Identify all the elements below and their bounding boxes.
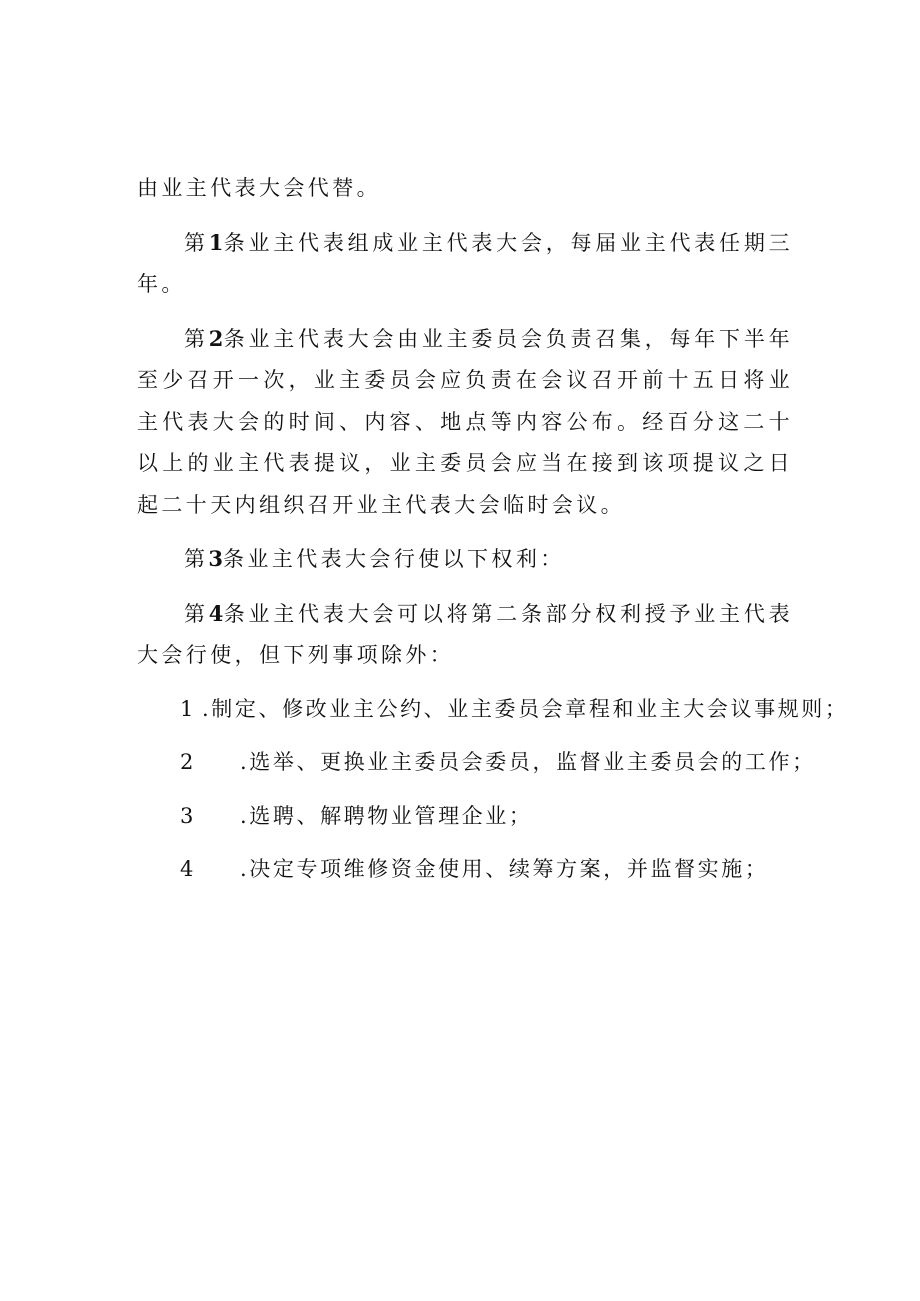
list-item-3 bbox=[137, 796, 793, 838]
article-4-text: 条业主代表大会可以将第二条部分权利授予业主代表大会行使，但下列事项除外： bbox=[137, 601, 793, 667]
list-item-4-number: 4 bbox=[180, 857, 194, 881]
list-item-4 bbox=[137, 849, 793, 891]
intro-continuation: 由业主代表大会代替。 bbox=[137, 176, 381, 200]
article-4-prefix: 第 bbox=[184, 601, 209, 626]
list-item-2 bbox=[137, 742, 816, 784]
article-1-number: 1 bbox=[208, 229, 224, 255]
list-item-1-text: .制定、修改业主公约、业主委员会章程和业主大会议事规则； bbox=[202, 696, 849, 721]
list-item-1 bbox=[137, 689, 849, 731]
document-body bbox=[137, 168, 849, 891]
article-2 bbox=[137, 318, 793, 527]
article-3-number: 3 bbox=[208, 546, 224, 571]
article-1-text: 条业主代表组成业主代表大会，每届业主代表任期三年。 bbox=[137, 230, 793, 296]
article-2-text: 条业主代表大会由业主委员会负责召集，每年下半年至少召开一次，业主委员会应负责在会议召开前十五日将业主代表大会的时间、内容、地点等内容公布。经百分这二十以上的业主代表提议，业主委员会应当在接到该项提议之日起二十天内组织召开业主代表大会临时会议。 bbox=[137, 326, 793, 517]
article-3 bbox=[137, 538, 793, 581]
article-3-text: 条业主代表大会行使以下权利： bbox=[223, 547, 565, 571]
article-3-prefix: 第 bbox=[184, 547, 209, 571]
article-2-number: 2 bbox=[208, 325, 224, 351]
article-4-number: 4 bbox=[208, 600, 224, 626]
list-item-3-number: 3 bbox=[180, 803, 194, 828]
list-item-3-text: .选聘、解聘物业管理企业； bbox=[240, 803, 533, 828]
list-item-4-text: .决定专项维修资金使用、续筹方案，并监督实施； bbox=[240, 857, 769, 881]
list-item-2-text: .选举、更换业主委员会委员，监督业主委员会的工作； bbox=[240, 750, 816, 774]
article-2-prefix: 第 bbox=[184, 326, 209, 351]
list-item-2-number: 2 bbox=[180, 750, 194, 774]
article-4 bbox=[137, 593, 793, 677]
article-1-prefix: 第 bbox=[184, 230, 209, 255]
list-item-1-number: 1 bbox=[180, 696, 194, 721]
article-1 bbox=[137, 222, 793, 306]
